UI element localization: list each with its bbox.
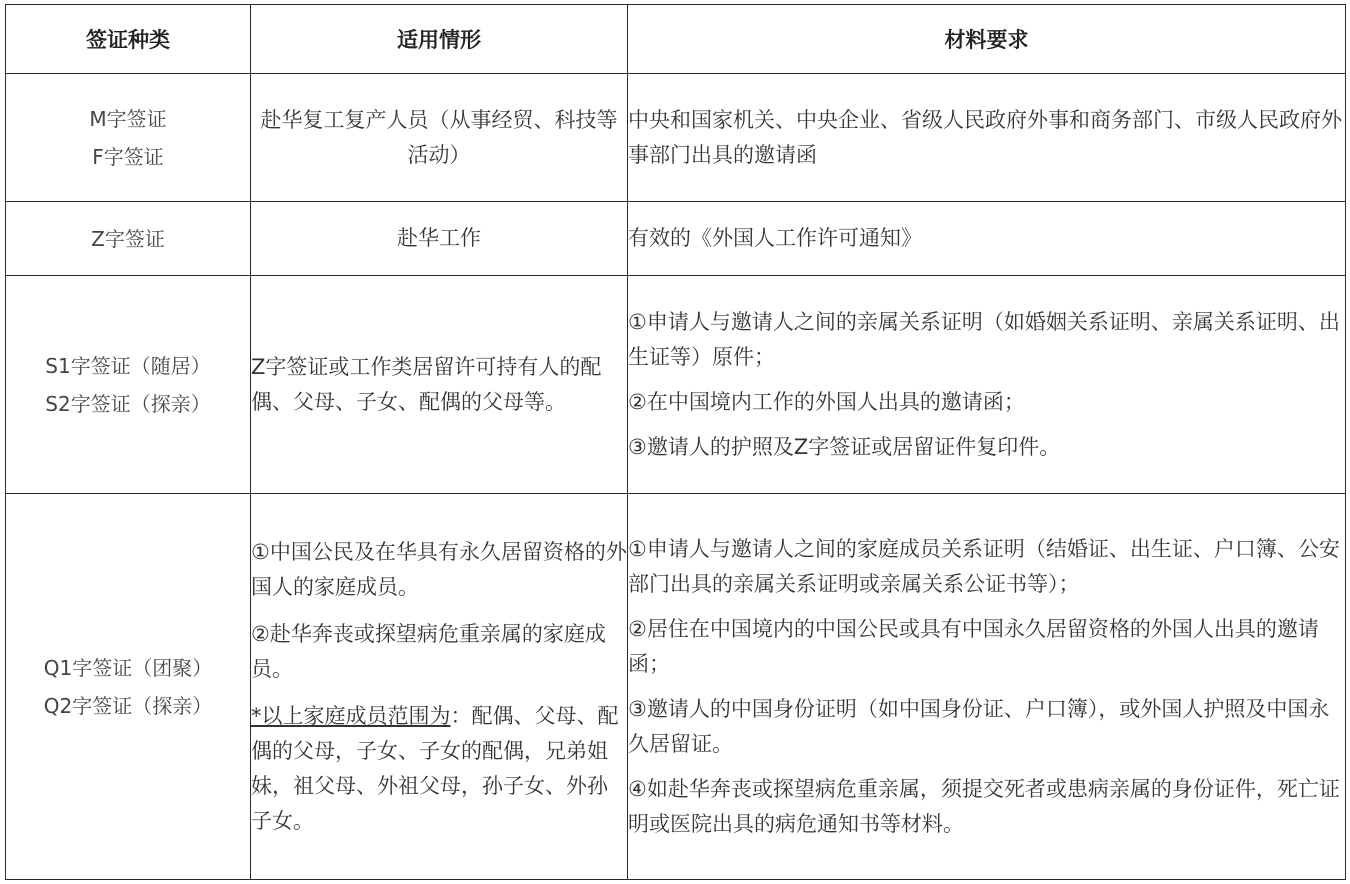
header-material-requirements: 材料要求 <box>628 5 1346 74</box>
visa-requirements-table <box>5 4 1346 880</box>
applicable-case-cell <box>251 74 628 202</box>
header-visa-type: 签证种类 <box>6 5 251 74</box>
case-text: 赴华工作 <box>397 226 481 250</box>
header-applicable-case: 适用情形 <box>251 5 628 74</box>
visa-type-cell <box>6 202 251 276</box>
material-text: 有效的《外国人工作许可通知》 <box>628 226 922 250</box>
material-item: ①申请人与邀请人之间的家庭成员关系证明（结婚证、出生证、户口簿、公安部门出具的亲属关系证明或亲属关系公证书等）； <box>628 536 1340 596</box>
family-scope-note-title: *以上家庭成员范围为 <box>251 703 451 728</box>
family-scope-note <box>251 699 627 839</box>
visa-type-cell <box>6 276 251 494</box>
visa-type-label: S1字签证（随居） <box>45 353 211 378</box>
visa-type-cell <box>6 74 251 202</box>
table-row-z <box>6 202 1346 276</box>
material-item: ③邀请人的护照及Z字签证或居留证件复印件。 <box>628 434 1061 459</box>
table-header-row <box>6 5 1346 74</box>
applicable-case-cell <box>251 276 628 494</box>
case-text: Z字签证或工作类居留许可持有人的配偶、父母、子女、配偶的父母等。 <box>251 354 602 414</box>
case-item: ②赴华奔丧或探望病危重亲属的家庭成员。 <box>251 621 606 681</box>
applicable-case-cell <box>251 202 628 276</box>
material-item: ④如赴华奔丧或探望病危重亲属，须提交死者或患病亲属的身份证件，死亡证明或医院出具的病危通知书等材料。 <box>628 776 1340 836</box>
table-row-m-f <box>6 74 1346 202</box>
material-requirements-cell <box>628 494 1346 880</box>
table-row-s1-s2 <box>6 276 1346 494</box>
visa-type-label: S2字签证（探亲） <box>45 391 211 416</box>
material-requirements-cell <box>628 202 1346 276</box>
material-text: 中央和国家机关、中央企业、省级人民政府外事和商务部门、市级人民政府外事部门出具的邀请函 <box>628 107 1342 167</box>
applicable-case-cell <box>251 494 628 880</box>
visa-type-label: Z字签证 <box>91 226 165 251</box>
table-row-q1-q2 <box>6 494 1346 880</box>
visa-type-label: Q1字签证（团聚） <box>43 655 213 680</box>
material-item: ③邀请人的中国身份证明（如中国身份证、户口簿），或外国人护照及中国永久居留证。 <box>628 696 1330 756</box>
case-item: ①中国公民及在华具有永久居留资格的外国人的家庭成员。 <box>251 539 627 599</box>
visa-type-label: M字签证 <box>89 106 167 131</box>
visa-type-label: Q2字签证（探亲） <box>43 693 213 718</box>
family-scope-note-text: ：配偶、父母、配偶的父母，子女、子女的配偶，兄弟姐妹，祖父母、外祖父母，孙子女、外孙子女。 <box>251 703 619 833</box>
visa-type-cell <box>6 494 251 880</box>
case-text: 赴华复工复产人员（从事经贸、科技等活动） <box>260 107 618 167</box>
material-item: ②居住在中国境内的中国公民或具有中国永久居留资格的外国人出具的邀请函； <box>628 616 1319 676</box>
material-item: ①申请人与邀请人之间的亲属关系证明（如婚姻关系证明、亲属关系证明、出生证等）原件； <box>628 309 1340 369</box>
material-requirements-cell <box>628 276 1346 494</box>
visa-type-label: F字签证 <box>92 144 164 169</box>
material-requirements-cell <box>628 74 1346 202</box>
material-item: ②在中国境内工作的外国人出具的邀请函； <box>628 389 1025 414</box>
